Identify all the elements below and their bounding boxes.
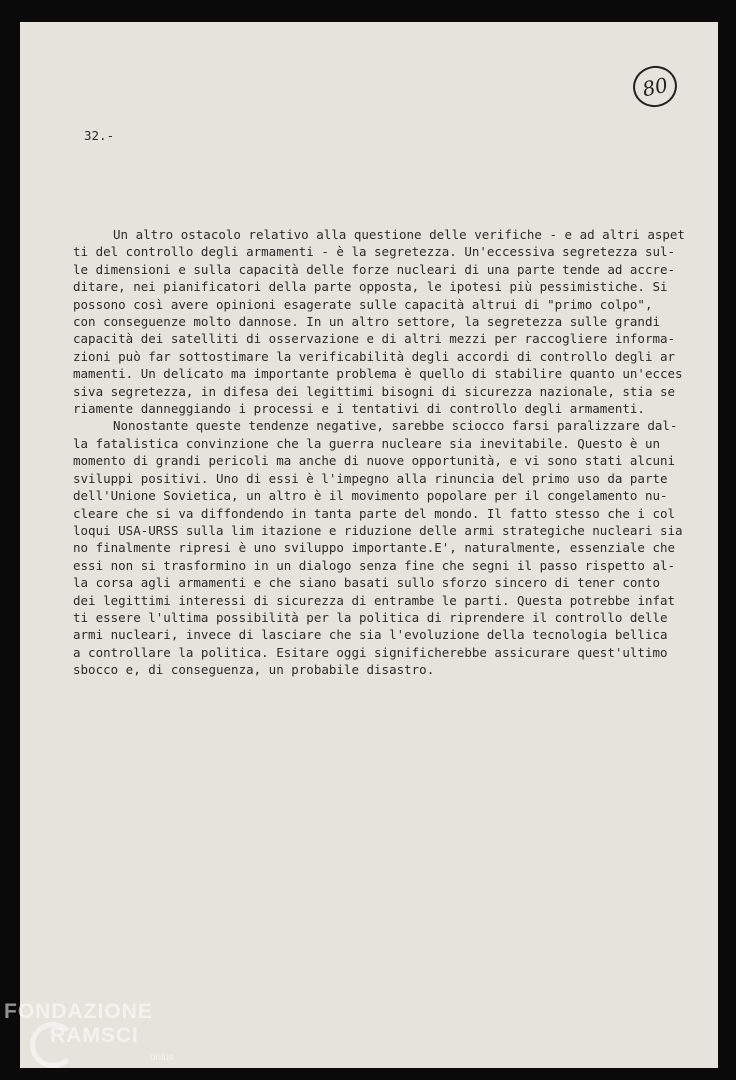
text-line: riamente danneggiando i processi e i tentativi di controllo degli armamenti.: [73, 401, 645, 417]
text-line: sviluppi positivi. Uno di essi è l'impegno alla rinuncia del primo uso da parte: [73, 470, 668, 486]
text-line: zioni può far sottostimare la verificabilità degli accordi di controllo degli ar: [73, 348, 676, 364]
text-line: la fatalistica convinzione che la guerra nucleare sia inevitabile. Questo è un: [73, 435, 660, 451]
text-line: siva segretezza, in difesa dei legittimi bisogni di sicurezza nazionale, stia se: [73, 383, 676, 399]
text-line: ti essere l'ultima possibilità per la politica di riprendere il controllo delle: [73, 609, 668, 625]
text-line: dei legittimi interessi di sicurezza di entrambe le parti. Questa potrebbe infat: [73, 592, 676, 608]
watermark-logo: [4, 1000, 184, 1076]
text-line: possono così avere opinioni esagerate sulle capacità altrui di "primo colpo",: [73, 296, 653, 312]
text-line: cleare che si va diffondendo in tanta parte del mondo. Il fatto stesso che i col: [73, 505, 676, 521]
text-line: Nonostante queste tendenze negative, sarebbe sciocco farsi paralizzare dal-: [113, 418, 678, 434]
text-line: la corsa agli armamenti e che siano basati sullo sforzo sincero di tener conto: [73, 575, 660, 591]
text-line: le dimensioni e sulla capacità delle forze nucleari di una parte tende ad accre-: [73, 261, 676, 277]
text-line: mamenti. Un delicato ma importante problema è quello di stabilire quanto un'ecces: [73, 366, 683, 382]
text-line: dell'Unione Sovietica, un altro è il movimento popolare per il congelamento nu-: [73, 488, 668, 504]
text-line: ditare, nei pianificatori della parte opposta, le ipotesi più pessimistiche. Si: [73, 279, 668, 295]
text-line: momento di grandi pericoli ma anche di nuove opportunità, e vi sono stati alcuni: [73, 453, 676, 469]
page-number: 32.-: [84, 128, 115, 143]
text-line: sbocco e, di conseguenza, un probabile disastro.: [73, 662, 435, 678]
watermark-line-1: FONDAZIONE: [4, 1000, 153, 1023]
document-body: [73, 226, 685, 679]
text-line: Un altro ostacolo relativo alla questione delle verifiche - e ad altri aspet: [113, 227, 685, 242]
text-line: ti del controllo degli armamenti - è la segretezza. Un'eccessiva segretezza sul-: [73, 244, 676, 260]
text-line: armi nucleari, invece di lasciare che sia l'evoluzione della tecnologia bellica: [73, 627, 668, 643]
text-line: capacità dei satelliti di osservazione e di altri mezzi per raccogliere informa-: [73, 331, 676, 347]
watermark-line-3: onlus: [150, 1052, 174, 1063]
text-line: essi non si trasformino in un dialogo senza fine che segni il passo rispetto al-: [73, 557, 676, 573]
text-line: no finalmente ripresi è uno sviluppo importante.E', naturalmente, essenziale che: [73, 540, 676, 556]
text-line: loqui USA-URSS sulla lim itazione e riduzione delle armi strategiche nucleari sia: [73, 522, 683, 538]
text-line: a controllare la politica. Esitare oggi significherebbe assicurare quest'ultimo: [73, 644, 668, 660]
text-line: con conseguenze molto dannose. In un altro settore, la segretezza sulle grandi: [73, 314, 660, 330]
archive-stamp: 80: [629, 62, 681, 111]
watermark-line-2: RAMSCI: [50, 1024, 139, 1047]
